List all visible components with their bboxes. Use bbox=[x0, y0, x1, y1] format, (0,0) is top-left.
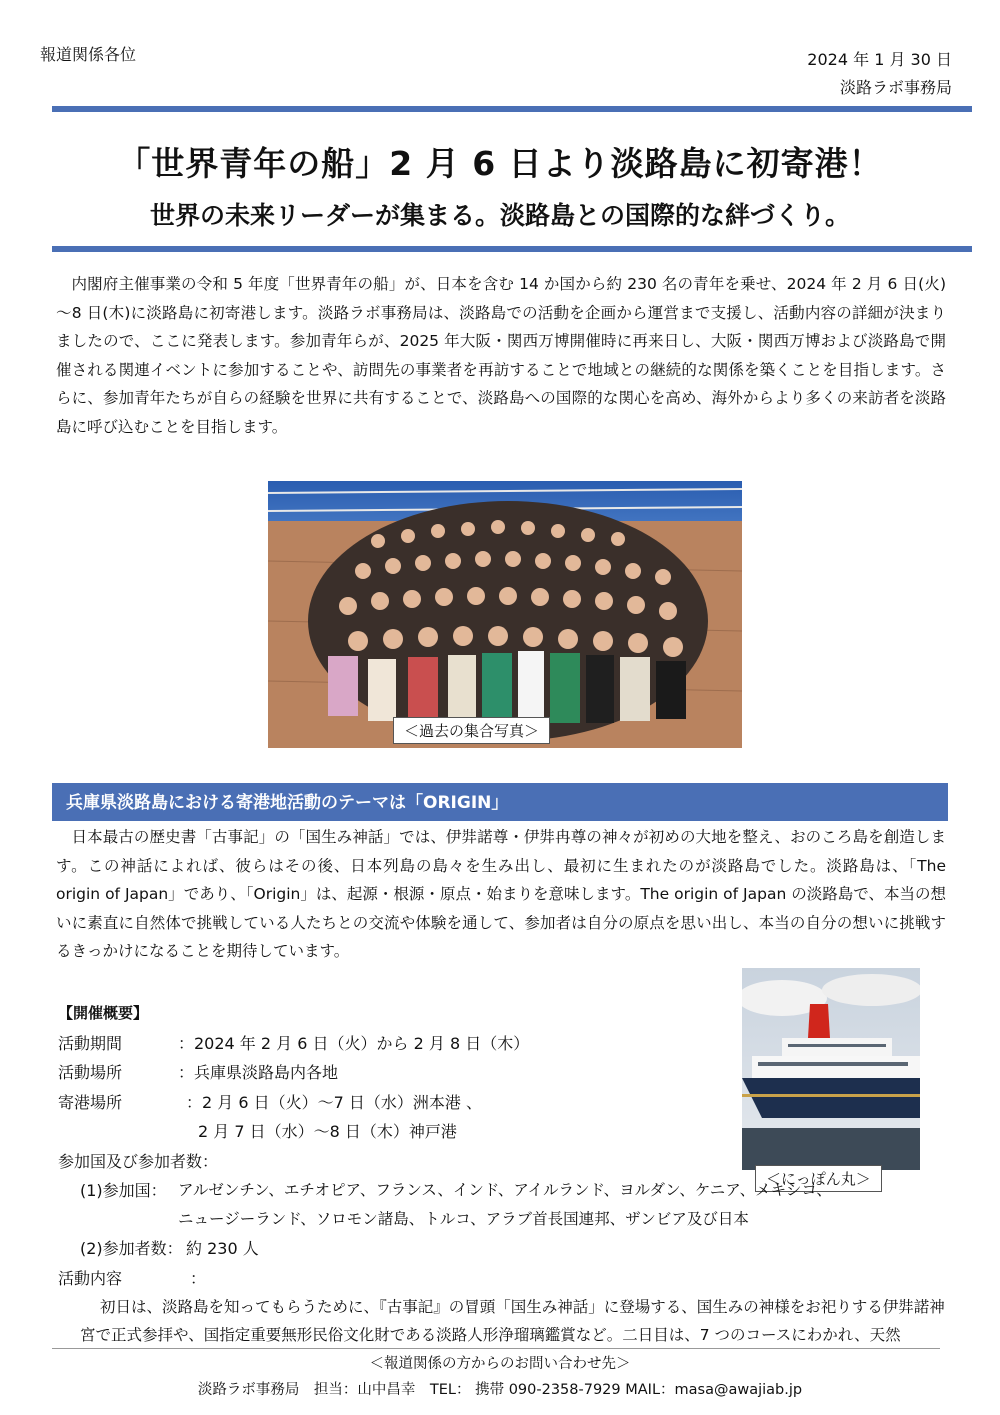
title-rule-bottom bbox=[52, 246, 972, 252]
ship-photo-caption: ＜にっぽん丸＞ bbox=[755, 1165, 882, 1192]
activity-line-2: 宮で正式参拝や、国指定重要無形民俗文化財である淡路人形浄瑠璃鑑賞など。二日目は、7 つのコースにわかれ、天然 bbox=[80, 1326, 901, 1344]
countries-line-1: アルゼンチン、エチオピア、フランス、インド、アイルランド、ヨルダン、ケニア、メキシコ、 bbox=[178, 1181, 832, 1199]
contact-details: 淡路ラボ事務局 担当：山中昌幸 TEL： 携帯 090-2358-7929 MAIL：masa@awajiab.jp bbox=[197, 1382, 803, 1398]
activity-line-1: 初日は、淡路島を知ってもらうために、『古事記』の冒頭「国生み神話」に登場する、国生みの神様をお祀りする伊弉諾神 bbox=[100, 1298, 945, 1316]
addressee: 報道関係各位 bbox=[40, 45, 137, 64]
participants-value: 約 230 人 bbox=[186, 1239, 259, 1258]
group-photo bbox=[268, 481, 742, 748]
origin-paragraph: 日本最古の歴史書「古事記」の「国生み神話」では、伊弉諾尊・伊弉冉尊の神々が初めの大地を整え、おのころ島を創造します。この神話によれば、彼らはその後、日本列島の島々を生み出し、最初に生まれたのが淡路島でした。淡路島は、「The origin of Japan」であり、「Origin」は、起源・根源・原点・始まりを意味します。The origin of Japan の淡路島で、本当の想いに素直に自然体で挑戦している人たちとの交流や体験を通して、参加者は自分の原点を思い出し、本当の自分の想いに挑戦するきっかけになることを期待しています。 bbox=[56, 828, 946, 960]
place-label: 活動場所 bbox=[58, 1063, 123, 1082]
port-value-1: ：2 月 6 日（火）～7 日（水）洲本港 、 bbox=[186, 1093, 482, 1112]
period-value: ：2024 年 2 月 6 日（火）から 2 月 8 日（木） bbox=[178, 1034, 530, 1053]
activity-label: 活動内容 bbox=[58, 1269, 123, 1288]
overview-heading: 【開催概要】 bbox=[58, 1004, 149, 1022]
period-label: 活動期間 bbox=[58, 1034, 123, 1053]
contact-title: ＜報道関係の方からのお問い合わせ先＞ bbox=[369, 1356, 631, 1372]
intro-paragraph: 内閣府主催事業の令和 5 年度「世界青年の船」が、日本を含む 14 か国から約 230 名の青年を乗せ、2024 年 2 月 6 日(火)～8 日(木)に淡路島に初寄港します。淡路ラボ事務局は、淡路島での活動を企画から運営まで支援し、活動内容の詳細が決まりましたので、ここに発表します。参加青年らが、2025 年大阪・関西万博開催時に再来日し、大阪・関西万博および淡路島で開催される関連イベントに参加することや、訪問先の事業者を再訪することで地域との継続的な関係を築くことを目指します。さらに、参加青年たちが自らの経験を世界に共有することで、淡路島への国際的な関心を高め、海外からより多くの来訪者を淡路島に呼び込むことを目指します。 bbox=[56, 275, 946, 436]
countries-label: 参加国及び参加者数： bbox=[58, 1152, 219, 1171]
issuing-organization: 淡路ラボ事務局 bbox=[839, 78, 952, 97]
contact-divider bbox=[52, 1348, 940, 1349]
ship-photo bbox=[742, 968, 920, 1170]
participants-label: (2)参加者数： bbox=[80, 1239, 183, 1258]
release-date: 2024 年 1 月 30 日 bbox=[807, 50, 952, 69]
place-value: ：兵庫県淡路島内各地 bbox=[178, 1063, 339, 1082]
page-subtitle: 世界の未来リーダーが集まる。淡路島との国際的な絆づくり。 bbox=[149, 201, 850, 230]
port-label: 寄港場所 bbox=[58, 1093, 123, 1112]
port-value-2: 2 月 7 日（水）～8 日（木）神戸港 bbox=[198, 1122, 457, 1141]
title-rule-top bbox=[52, 106, 972, 112]
group-photo-caption: ＜過去の集合写真＞ bbox=[393, 717, 550, 744]
countries-line-2: ニュージーランド、ソロモン諸島、トルコ、アラブ首長国連邦、ザンビア及び日本 bbox=[178, 1210, 749, 1228]
activity-colon: ： bbox=[190, 1269, 207, 1288]
section-header-origin: 兵庫県淡路島における寄港地活動のテーマは「ORIGIN」 bbox=[52, 783, 948, 821]
page-title: 「世界青年の船」2 月 6 日より淡路島に初寄港！ bbox=[117, 144, 883, 183]
countries-item-label: (1)参加国： bbox=[80, 1181, 167, 1200]
